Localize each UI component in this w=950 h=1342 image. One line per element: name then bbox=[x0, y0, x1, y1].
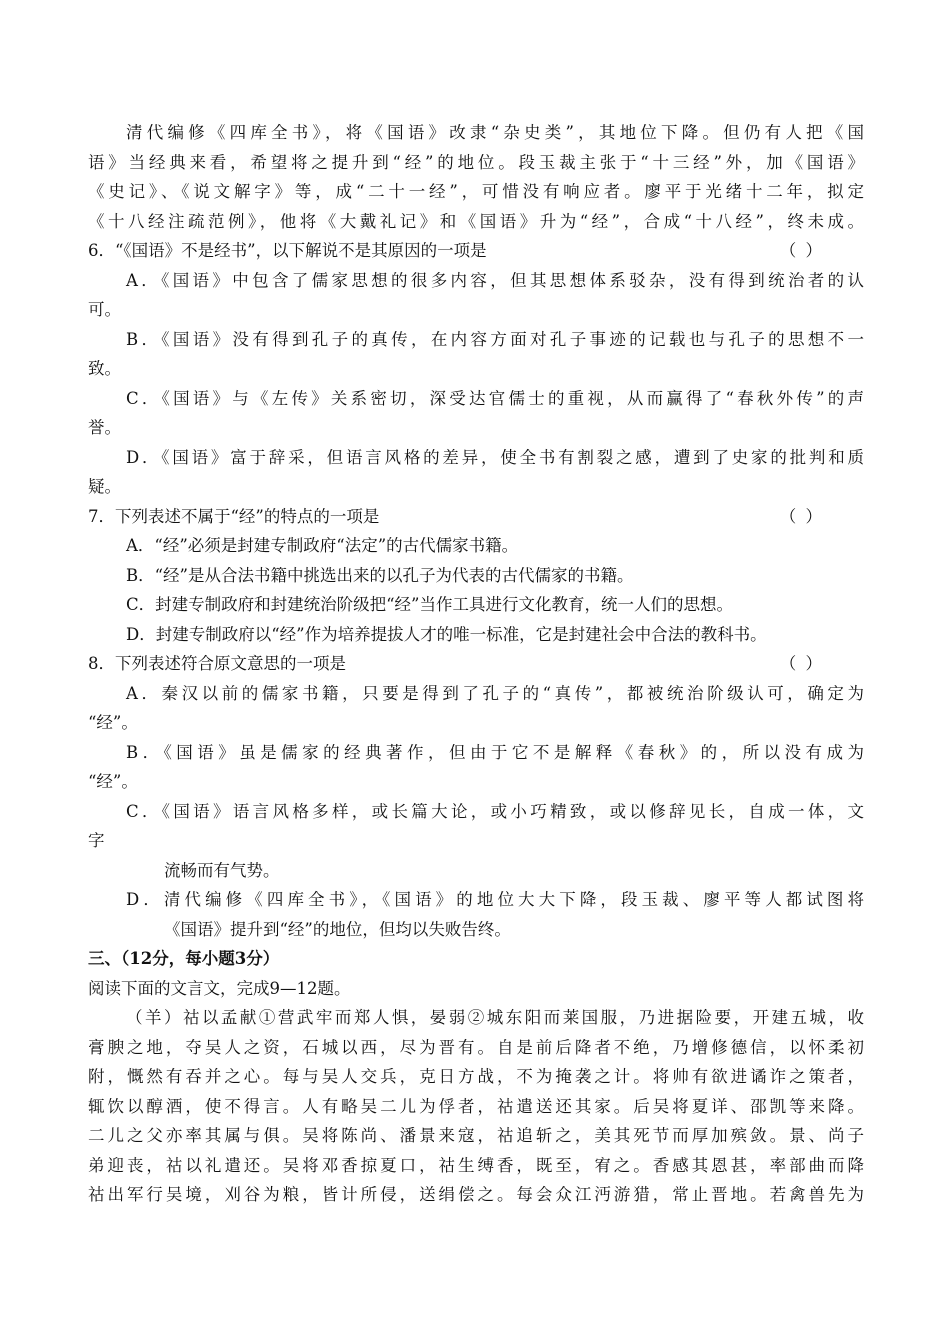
question-stem-text: 6．“《国语》不是经书”，以下解说不是其原因的一项是 bbox=[88, 241, 487, 260]
answer-blank: （ ） bbox=[779, 506, 824, 526]
classical-text-line: 弟迎丧，祜以礼遣还。吴将邓香掠夏口，祜生缚香，既至，宥之。香感其恩甚，率部曲而降 bbox=[88, 1155, 864, 1175]
option-b: B．“经”是从合法书籍中挑选出来的以孔子为代表的古代儒家的书籍。 bbox=[126, 565, 634, 585]
classical-text-line: 祜出军行吴境，刈谷为粮，皆计所侵，送绢偿之。每会众江沔游猎，常止晋地。若禽兽先为 bbox=[88, 1185, 864, 1204]
passage-line: 《十八经注疏范例》，他将《大戴礼记》和《国语》升为“经”，合成“十八经”，终未成。 bbox=[88, 211, 864, 231]
question-8 bbox=[88, 649, 864, 944]
option-b-cont: “经”。 bbox=[88, 772, 138, 791]
question-stem-text: 8．下列表述符合原文意思的一项是 bbox=[88, 654, 346, 673]
option-c: C．《国语》与《左传》关系密切，深受达官儒士的重视，从而赢得了“春秋外传”的声 bbox=[126, 388, 864, 408]
option-c-cont: 字 bbox=[88, 831, 105, 850]
option-c-cont: 流畅而有气势。 bbox=[164, 860, 280, 880]
document-page bbox=[88, 118, 864, 1210]
option-b-cont: 致。 bbox=[88, 359, 121, 378]
question-stem bbox=[88, 236, 864, 266]
classical-text-line: 附，慨然有吞并之心。每与吴人交兵，克日方战，不为掩袭之计。将帅有欲进谲诈之策者， bbox=[88, 1067, 864, 1086]
option-d: D．清代编修《四库全书》，《国语》的地位大大下降，段玉裁、廖平等人都试图将 bbox=[126, 890, 864, 909]
option-c: C．《国语》语言风格多样，或长篇大论，或小巧精致，或以修辞见长，自成一体，文 bbox=[126, 801, 864, 821]
option-b: B．《国语》虽是儒家的经典著作，但由于它不是解释《春秋》的，所以没有成为 bbox=[126, 742, 864, 762]
option-b: B．《国语》没有得到孔子的真传，在内容方面对孔子事迹的记载也与孔子的思想不一 bbox=[126, 329, 864, 349]
section-3 bbox=[88, 944, 864, 1210]
passage-line: 清代编修《四库全书》，将《国语》改隶“杂史类”，其地位下降。但仍有人把《国 bbox=[126, 123, 864, 142]
answer-blank: （ ） bbox=[779, 654, 824, 673]
question-7 bbox=[88, 502, 864, 650]
option-a-cont: “经”。 bbox=[88, 713, 138, 732]
option-a: A．秦汉以前的儒家书籍，只要是得到了孔子的“真传”，都被统治阶级认可，确定为 bbox=[126, 683, 864, 703]
passage-line: 语》当经典来看，希望将之提升到“经”的地位。段玉裁主张于“十三经”外，加《国语》 bbox=[88, 152, 864, 172]
section-heading: 三、（12分，每小题3分） bbox=[88, 949, 280, 968]
passage bbox=[88, 118, 864, 236]
classical-text-line: 膏腴之地，夺吴人之资，石城以西，尽为晋有。自是前后降者不绝，乃增修德信，以怀柔初 bbox=[88, 1037, 864, 1057]
classical-text-line: （羊）祜以孟献①营武牢而郑人惧，晏弱②城东阳而莱国服，乃进据险要，开建五城，收 bbox=[126, 1008, 864, 1027]
option-d: D．封建专制政府以“经”作为培养提拔人才的唯一标准，它是封建社会中合法的教科书。 bbox=[126, 624, 767, 644]
question-stem-text: 7．下列表述不属于“经”的特点的一项是 bbox=[88, 506, 380, 526]
option-c: C．封建专制政府和封建统治阶级把“经”当作工具进行文化教育，统一人们的思想。 bbox=[126, 595, 733, 614]
section-instruction: 阅读下面的文言文，完成9—12题。 bbox=[88, 978, 351, 998]
option-d: D．《国语》富于辞采，但语言风格的差异，使全书有割裂之感，遭到了史家的批判和质 bbox=[126, 447, 864, 467]
option-a: A．《国语》中包含了儒家思想的很多内容，但其思想体系驳杂，没有得到统治者的认 bbox=[126, 270, 864, 290]
option-a-cont: 可。 bbox=[88, 300, 121, 319]
classical-text-line: 二儿之父亦率其属与俱。吴将陈尚、潘景来寇，祜追斩之，美其死节而厚加殡敛。景、尚子 bbox=[88, 1126, 864, 1145]
answer-blank: （ ） bbox=[779, 241, 824, 260]
passage-line: 《史记》、《说文解字》等，成“二十一经”，可惜没有响应者。廖平于光绪十二年，拟定 bbox=[88, 182, 864, 201]
classical-text-line: 辄饮以醇酒，使不得言。人有略吴二儿为俘者，祜遣送还其家。后吴将夏详、邵凯等来降。 bbox=[88, 1096, 864, 1116]
option-d-cont: 《国语》提升到“经”的地位，但均以失败告终。 bbox=[164, 919, 511, 939]
option-c-cont: 誉。 bbox=[88, 418, 121, 437]
question-stem bbox=[88, 649, 864, 679]
question-stem bbox=[88, 502, 864, 532]
option-d-cont: 疑。 bbox=[88, 477, 121, 496]
question-6 bbox=[88, 236, 864, 502]
option-a: A．“经”必须是封建专制政府“法定”的古代儒家书籍。 bbox=[126, 536, 519, 555]
